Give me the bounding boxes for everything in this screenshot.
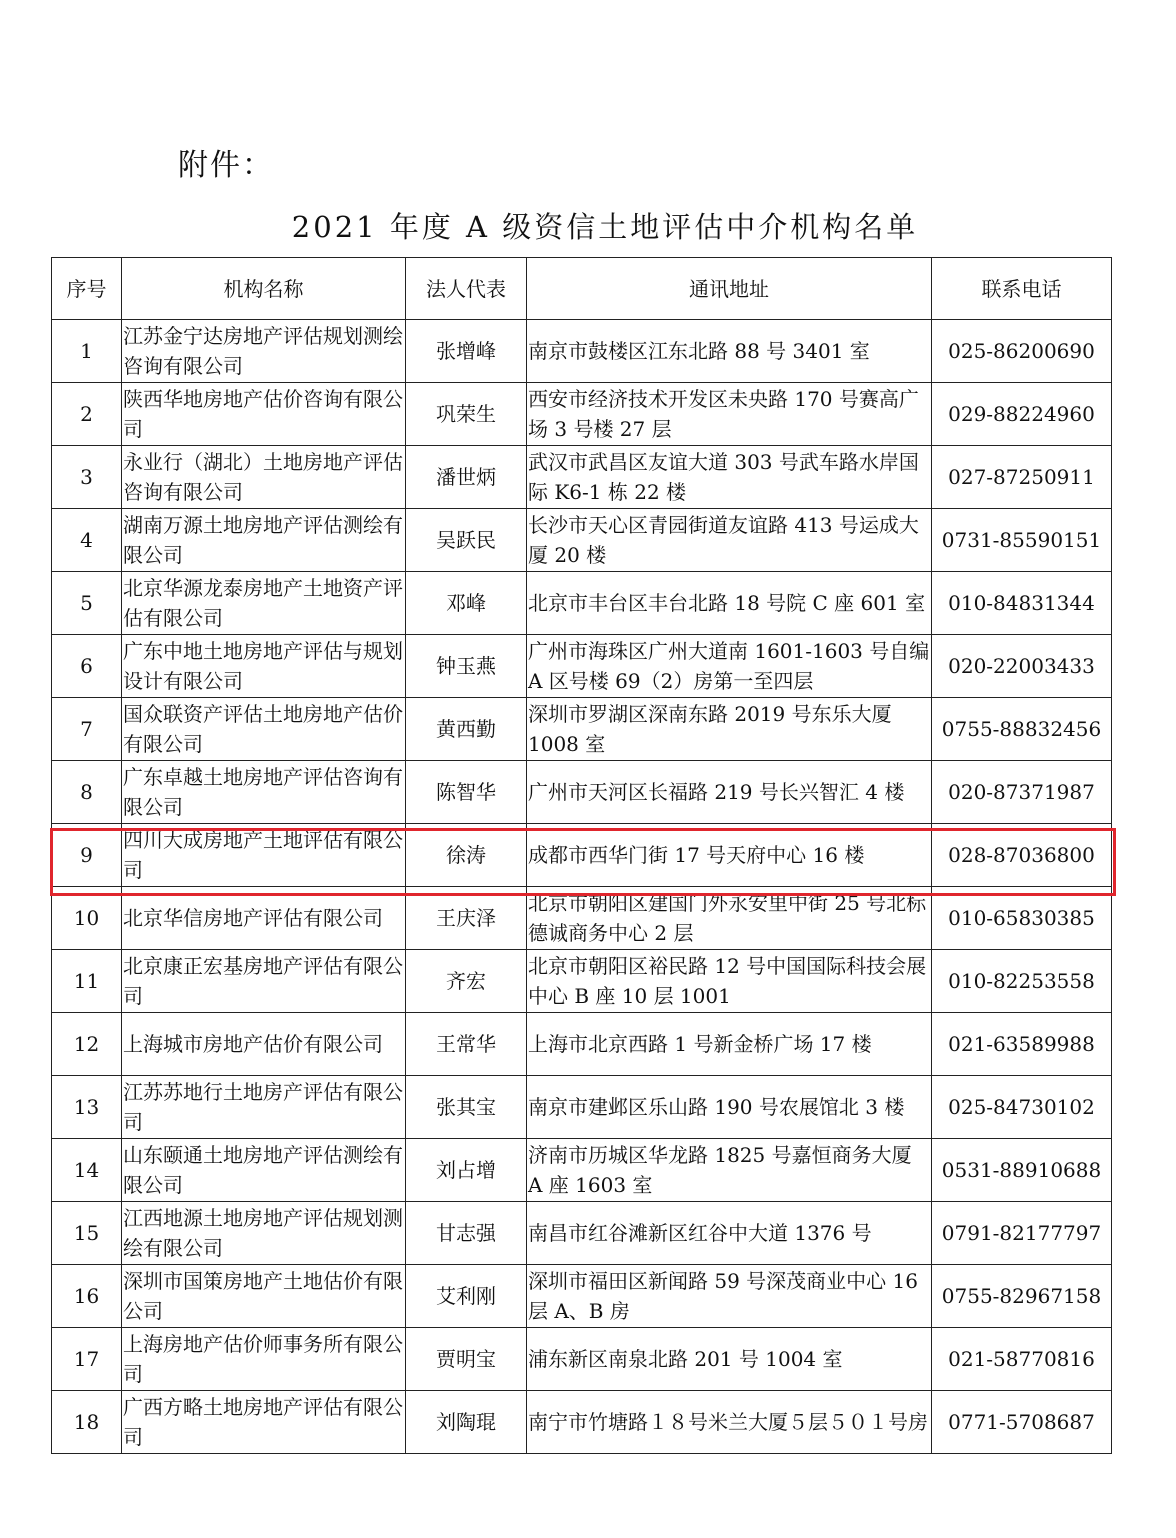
contact-phone: 0755-88832456 xyxy=(932,698,1112,761)
table-row xyxy=(52,1139,1112,1202)
header-no: 序号 xyxy=(52,258,122,320)
row-number: 10 xyxy=(52,887,122,950)
attachment-label: 附件： xyxy=(178,148,274,183)
legal-representative: 刘占增 xyxy=(406,1139,527,1202)
table-row xyxy=(52,761,1112,824)
row-number: 16 xyxy=(52,1265,122,1328)
contact-phone: 020-22003433 xyxy=(932,635,1112,698)
mailing-address: 浦东新区南泉北路 201 号 1004 室 xyxy=(527,1328,932,1391)
agency-name: 四川大成房地产土地评估有限公司 xyxy=(122,824,406,887)
mailing-address: 南昌市红谷滩新区红谷中大道 1376 号 xyxy=(527,1202,932,1265)
mailing-address: 济南市历城区华龙路 1825 号嘉恒商务大厦 A 座 1603 室 xyxy=(527,1139,932,1202)
table-row xyxy=(52,509,1112,572)
agency-name: 国众联资产评估土地房地产估价有限公司 xyxy=(122,698,406,761)
table-row xyxy=(52,950,1112,1013)
legal-representative: 甘志强 xyxy=(406,1202,527,1265)
legal-representative: 王常华 xyxy=(406,1013,527,1076)
agency-name: 上海房地产估价师事务所有限公司 xyxy=(122,1328,406,1391)
header-rep: 法人代表 xyxy=(406,258,527,320)
contact-phone: 028-87036800 xyxy=(932,824,1112,887)
agency-name: 陕西华地房地产估价咨询有限公司 xyxy=(122,383,406,446)
mailing-address: 广州市海珠区广州大道南 1601-1603 号自编 A 区号楼 69（2）房第一至四层 xyxy=(527,635,932,698)
legal-representative: 吴跃民 xyxy=(406,509,527,572)
row-number: 18 xyxy=(52,1391,122,1454)
header-name: 机构名称 xyxy=(122,258,406,320)
agency-name: 湖南万源土地房地产评估测绘有限公司 xyxy=(122,509,406,572)
agency-table xyxy=(51,257,1112,1454)
legal-representative: 邓峰 xyxy=(406,572,527,635)
mailing-address: 南京市建邺区乐山路 190 号农展馆北 3 楼 xyxy=(527,1076,932,1139)
mailing-address: 深圳市福田区新闻路 59 号深茂商业中心 16 层 A、B 房 xyxy=(527,1265,932,1328)
mailing-address: 北京市朝阳区裕民路 12 号中国国际科技会展中心 B 座 10 层 1001 xyxy=(527,950,932,1013)
agency-name: 广东卓越土地房地产评估咨询有限公司 xyxy=(122,761,406,824)
agency-name: 广东中地土地房地产评估与规划设计有限公司 xyxy=(122,635,406,698)
agency-name: 江苏金宁达房地产评估规划测绘咨询有限公司 xyxy=(122,320,406,383)
contact-phone: 020-87371987 xyxy=(932,761,1112,824)
contact-phone: 027-87250911 xyxy=(932,446,1112,509)
table-row xyxy=(52,446,1112,509)
legal-representative: 艾利刚 xyxy=(406,1265,527,1328)
row-number: 2 xyxy=(52,383,122,446)
row-number: 13 xyxy=(52,1076,122,1139)
mailing-address: 南宁市竹塘路１８号米兰大厦５层５０１号房 xyxy=(527,1391,932,1454)
agency-name: 江西地源土地房地产评估规划测绘有限公司 xyxy=(122,1202,406,1265)
agency-name: 永业行（湖北）土地房地产评估咨询有限公司 xyxy=(122,446,406,509)
table-row xyxy=(52,1391,1112,1454)
legal-representative: 王庆泽 xyxy=(406,887,527,950)
row-number: 11 xyxy=(52,950,122,1013)
mailing-address: 上海市北京西路 1 号新金桥广场 17 楼 xyxy=(527,1013,932,1076)
row-number: 15 xyxy=(52,1202,122,1265)
table-row xyxy=(52,320,1112,383)
row-number: 5 xyxy=(52,572,122,635)
agency-name: 上海城市房地产估价有限公司 xyxy=(122,1013,406,1076)
contact-phone: 0755-82967158 xyxy=(932,1265,1112,1328)
legal-representative: 钟玉燕 xyxy=(406,635,527,698)
agency-name: 北京康正宏基房地产评估有限公司 xyxy=(122,950,406,1013)
table-row xyxy=(52,383,1112,446)
row-number: 4 xyxy=(52,509,122,572)
contact-phone: 010-82253558 xyxy=(932,950,1112,1013)
agency-name: 江苏苏地行土地房产评估有限公司 xyxy=(122,1076,406,1139)
table-header-row xyxy=(52,258,1112,320)
table-row xyxy=(52,824,1112,887)
row-number: 1 xyxy=(52,320,122,383)
mailing-address: 北京市朝阳区建国门外永安里中街 25 号北标德诚商务中心 2 层 xyxy=(527,887,932,950)
legal-representative: 贾明宝 xyxy=(406,1328,527,1391)
row-number: 3 xyxy=(52,446,122,509)
mailing-address: 长沙市天心区青园街道友谊路 413 号运成大厦 20 楼 xyxy=(527,509,932,572)
header-phone: 联系电话 xyxy=(932,258,1112,320)
table-row xyxy=(52,1013,1112,1076)
legal-representative: 巩荣生 xyxy=(406,383,527,446)
legal-representative: 张增峰 xyxy=(406,320,527,383)
legal-representative: 刘陶琨 xyxy=(406,1391,527,1454)
row-number: 9 xyxy=(52,824,122,887)
mailing-address: 西安市经济技术开发区未央路 170 号赛高广场 3 号楼 27 层 xyxy=(527,383,932,446)
legal-representative: 张其宝 xyxy=(406,1076,527,1139)
agency-name: 北京华源龙泰房地产土地资产评估有限公司 xyxy=(122,572,406,635)
contact-phone: 010-65830385 xyxy=(932,887,1112,950)
mailing-address: 武汉市武昌区友谊大道 303 号武车路水岸国际 K6-1 栋 22 楼 xyxy=(527,446,932,509)
row-number: 12 xyxy=(52,1013,122,1076)
table-row xyxy=(52,887,1112,950)
contact-phone: 029-88224960 xyxy=(932,383,1112,446)
table-row xyxy=(52,635,1112,698)
row-number: 17 xyxy=(52,1328,122,1391)
document-title: 2021 年度 A 级资信土地评估中介机构名单 xyxy=(291,210,919,244)
table-row xyxy=(52,572,1112,635)
table-row xyxy=(52,1202,1112,1265)
mailing-address: 南京市鼓楼区江东北路 88 号 3401 室 xyxy=(527,320,932,383)
agency-name: 山东颐通土地房地产评估测绘有限公司 xyxy=(122,1139,406,1202)
mailing-address: 广州市天河区长福路 219 号长兴智汇 4 楼 xyxy=(527,761,932,824)
agency-name: 深圳市国策房地产土地估价有限公司 xyxy=(122,1265,406,1328)
legal-representative: 徐涛 xyxy=(406,824,527,887)
legal-representative: 陈智华 xyxy=(406,761,527,824)
contact-phone: 0771-5708687 xyxy=(932,1391,1112,1454)
contact-phone: 025-86200690 xyxy=(932,320,1112,383)
legal-representative: 黄西勤 xyxy=(406,698,527,761)
row-number: 8 xyxy=(52,761,122,824)
header-address: 通讯地址 xyxy=(527,258,932,320)
row-number: 6 xyxy=(52,635,122,698)
table-row xyxy=(52,1328,1112,1391)
legal-representative: 潘世炳 xyxy=(406,446,527,509)
mailing-address: 深圳市罗湖区深南东路 2019 号东乐大厦 1008 室 xyxy=(527,698,932,761)
agency-name: 北京华信房地产评估有限公司 xyxy=(122,887,406,950)
table-row xyxy=(52,1265,1112,1328)
contact-phone: 010-84831344 xyxy=(932,572,1112,635)
contact-phone: 0731-85590151 xyxy=(932,509,1112,572)
legal-representative: 齐宏 xyxy=(406,950,527,1013)
mailing-address: 北京市丰台区丰台北路 18 号院 C 座 601 室 xyxy=(527,572,932,635)
table-row xyxy=(52,698,1112,761)
row-number: 14 xyxy=(52,1139,122,1202)
contact-phone: 0791-82177797 xyxy=(932,1202,1112,1265)
table-row xyxy=(52,1076,1112,1139)
agency-name: 广西方略土地房地产评估有限公司 xyxy=(122,1391,406,1454)
mailing-address: 成都市西华门街 17 号天府中心 16 楼 xyxy=(527,824,932,887)
contact-phone: 021-58770816 xyxy=(932,1328,1112,1391)
contact-phone: 0531-88910688 xyxy=(932,1139,1112,1202)
row-number: 7 xyxy=(52,698,122,761)
contact-phone: 025-84730102 xyxy=(932,1076,1112,1139)
contact-phone: 021-63589988 xyxy=(932,1013,1112,1076)
